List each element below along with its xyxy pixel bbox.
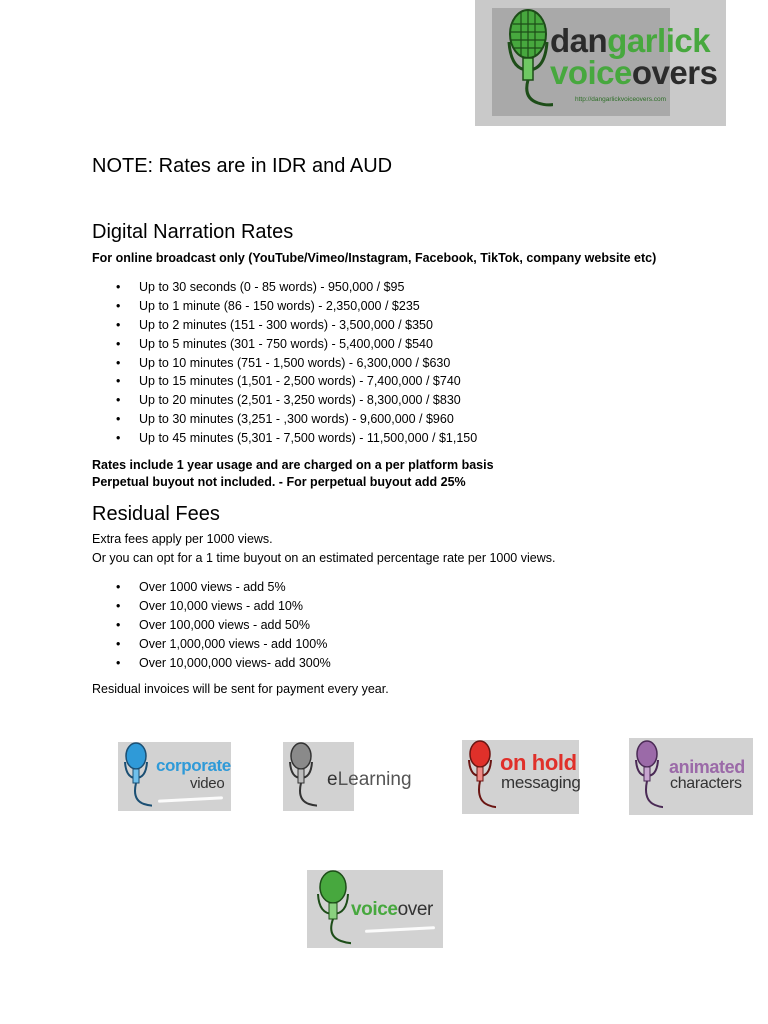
digital-heading: Digital Narration Rates — [92, 221, 294, 243]
corporate-label: corporate — [156, 756, 231, 775]
list-item: • Up to 1 minute (86 - 150 words) - 2,350,000 / $235 — [92, 297, 477, 316]
list-item: • Up to 10 minutes (751 - 1,500 words) - 6,300,000 / $630 — [92, 354, 477, 373]
corporate-video-logo — [118, 742, 231, 811]
residual-list — [92, 578, 331, 672]
list-item: • Over 100,000 views - add 50% — [92, 616, 331, 635]
logo-url: http://dangarlickvoiceovers.com — [575, 96, 667, 103]
voiceover-logo — [307, 870, 443, 948]
logo-line-1: dangarlick — [550, 22, 711, 59]
logo-line-2: voiceovers — [550, 54, 718, 91]
currency-note: NOTE: Rates are in IDR and AUD — [92, 155, 393, 177]
messaging-label: messaging — [501, 773, 581, 792]
list-item: • Over 1000 views - add 5% — [92, 578, 331, 597]
list-item: • Up to 20 minutes (2,501 - 3,250 words) - 8,300,000 / $830 — [92, 391, 477, 410]
elearning-label: eLearning — [327, 769, 412, 790]
microphone-icon — [311, 870, 351, 948]
usage-line-1: Rates include 1 year usage and are charged on a per platform basis — [92, 458, 494, 472]
animated-label: animated — [669, 757, 745, 777]
list-item: • Up to 5 minutes (301 - 750 words) - 5,400,000 / $540 — [92, 335, 477, 354]
list-item: • Over 10,000,000 views- add 300% — [92, 654, 331, 673]
microphone-icon — [503, 8, 553, 113]
list-item: • Up to 2 minutes (151 - 300 words) - 3,500,000 / $350 — [92, 316, 477, 335]
brand-logo — [475, 0, 726, 126]
microphone-icon — [466, 740, 496, 814]
swoosh-decoration — [158, 796, 223, 802]
list-item: • Over 10,000 views - add 10% — [92, 597, 331, 616]
residual-line-1: Extra fees apply per 1000 views. — [92, 532, 273, 546]
residual-heading: Residual Fees — [92, 503, 220, 525]
list-item: • Up to 15 minutes (1,501 - 2,500 words) - 7,400,000 / $740 — [92, 372, 477, 391]
list-item: • Up to 30 minutes (3,251 - ,300 words) - 9,600,000 / $960 — [92, 410, 477, 429]
rates-list — [92, 278, 477, 448]
swoosh-decoration — [365, 926, 435, 933]
residual-line-2: Or you can opt for a 1 time buyout on an estimated percentage rate per 1000 views. — [92, 551, 556, 565]
list-item: • Up to 45 minutes (5,301 - 7,500 words) - 11,500,000 / $1,150 — [92, 429, 477, 448]
video-label: video — [190, 775, 225, 792]
microphone-icon — [122, 742, 152, 811]
animated-characters-logo — [629, 738, 753, 815]
microphone-icon — [287, 742, 317, 811]
residual-footer: Residual invoices will be sent for payment every year. — [92, 682, 389, 696]
voiceover-label: voiceover — [351, 899, 433, 920]
microphone-icon — [633, 738, 663, 815]
characters-label: characters — [670, 775, 742, 792]
usage-line-2: Perpetual buyout not included. - For perpetual buyout add 25% — [92, 475, 466, 489]
digital-subheading: For online broadcast only (YouTube/Vimeo/Instagram, Facebook, TikTok, company website etc) — [92, 251, 657, 265]
list-item: • Over 1,000,000 views - add 100% — [92, 635, 331, 654]
on-hold-label: on hold — [500, 750, 577, 775]
list-item: • Up to 30 seconds (0 - 85 words) - 950,000 / $95 — [92, 278, 477, 297]
